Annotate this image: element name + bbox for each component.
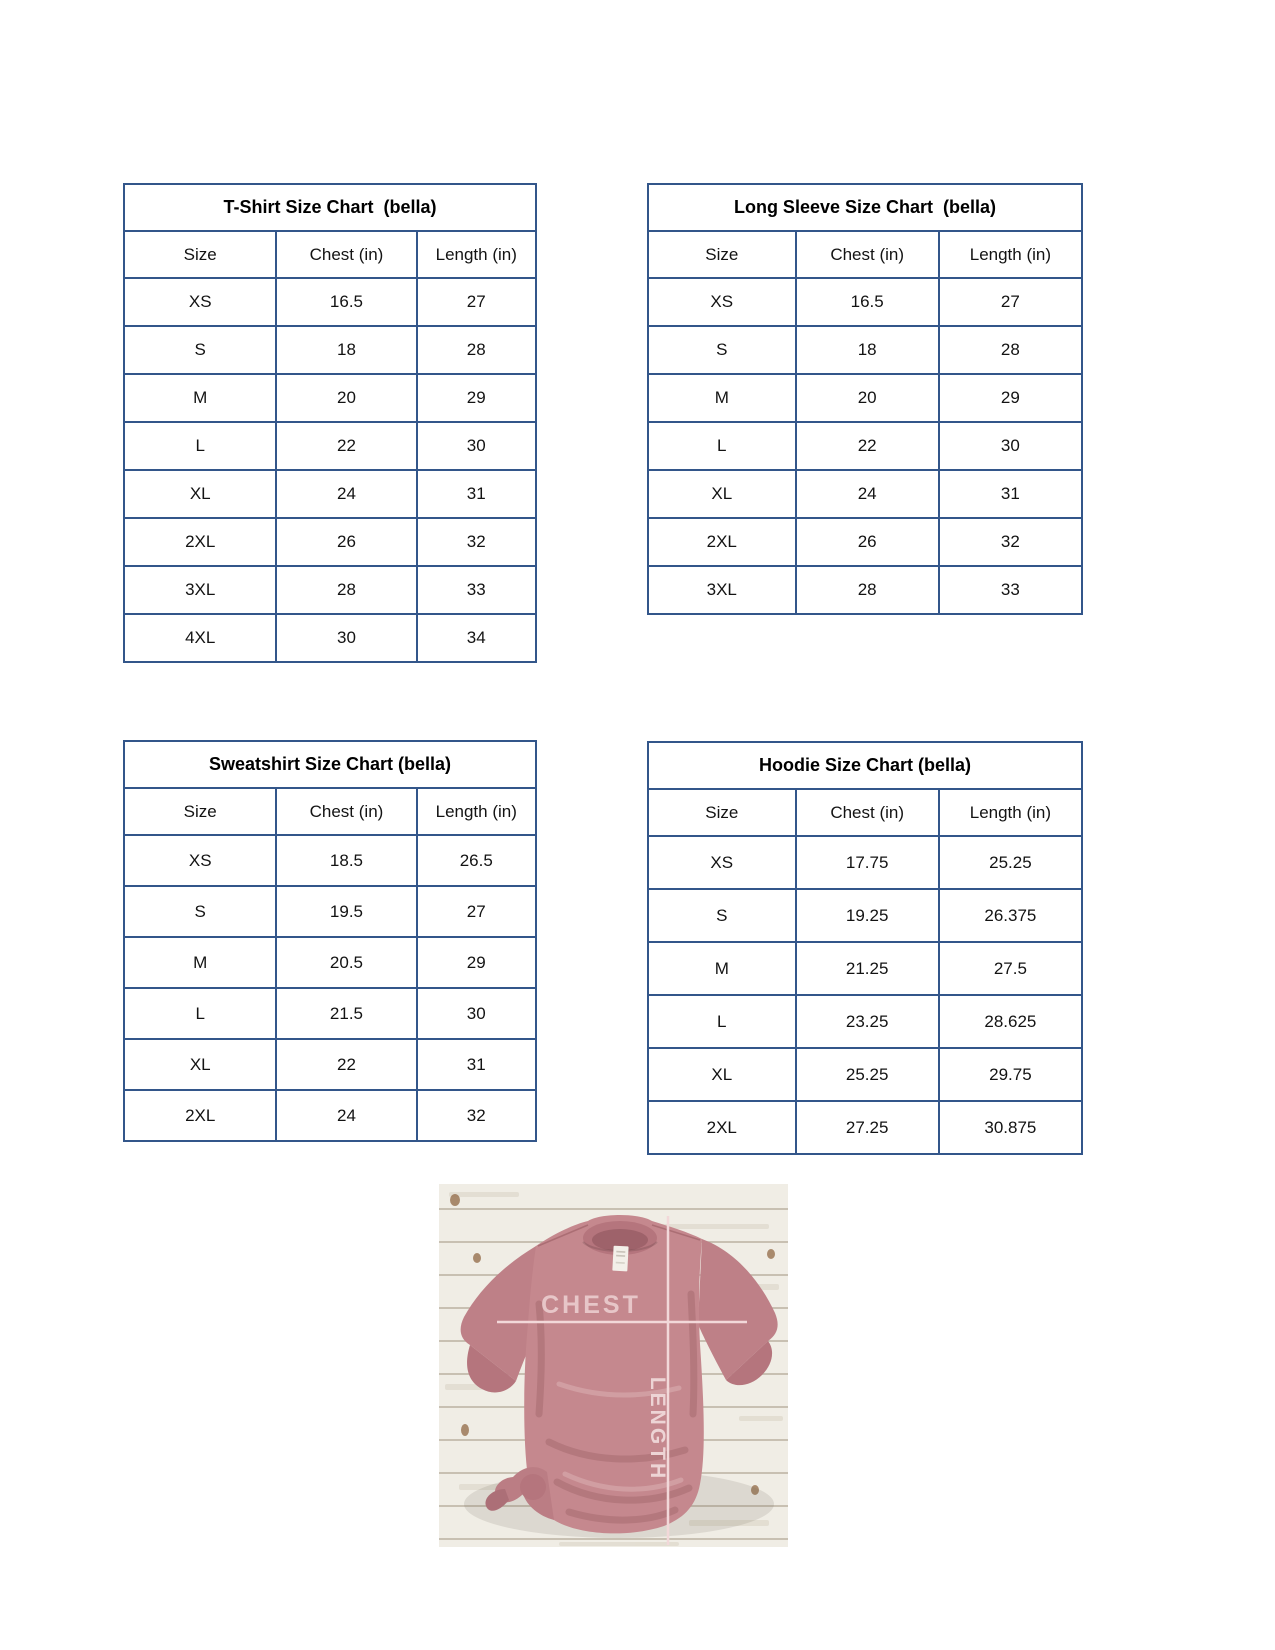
length-cell: 32	[417, 1090, 536, 1141]
tshirt-table-title: T-Shirt Size Chart (bella)	[124, 184, 536, 231]
length-cell: 31	[417, 1039, 536, 1090]
size-cell: 3XL	[648, 566, 796, 614]
chest-cell: 22	[276, 1039, 416, 1090]
size-cell: 2XL	[648, 1101, 796, 1154]
hoodie-row-xs	[648, 836, 1082, 889]
chest-cell: 25.25	[796, 1048, 939, 1101]
length-cell: 28	[417, 326, 536, 374]
chest-cell: 24	[276, 1090, 416, 1141]
column-header-size: Size	[648, 231, 796, 278]
size-cell: S	[648, 889, 796, 942]
length-cell: 31	[939, 470, 1082, 518]
tshirt-row-m	[124, 374, 536, 422]
column-header-chest: Chest (in)	[796, 789, 939, 836]
chest-cell: 19.25	[796, 889, 939, 942]
column-header-length: Length (in)	[417, 788, 536, 835]
length-cell: 29	[417, 937, 536, 988]
length-cell: 29	[417, 374, 536, 422]
length-cell: 28.625	[939, 995, 1082, 1048]
length-cell: 27	[939, 278, 1082, 326]
sweatshirt-row-l	[124, 988, 536, 1039]
tshirt-header-row	[124, 231, 536, 278]
chest-cell: 26	[796, 518, 939, 566]
column-header-size: Size	[124, 788, 276, 835]
chest-cell: 21.5	[276, 988, 416, 1039]
hoodie-size-table	[647, 741, 1083, 1155]
length-cell: 27	[417, 886, 536, 937]
neck-tag	[612, 1246, 628, 1272]
chest-cell: 20.5	[276, 937, 416, 988]
chest-cell: 27.25	[796, 1101, 939, 1154]
length-cell: 30	[417, 988, 536, 1039]
longsleeve-row-3xl	[648, 566, 1082, 614]
size-cell: L	[648, 422, 796, 470]
hoodie-row-l	[648, 995, 1082, 1048]
chest-cell: 18	[796, 326, 939, 374]
chest-cell: 20	[796, 374, 939, 422]
chest-cell: 22	[276, 422, 416, 470]
column-header-length: Length (in)	[417, 231, 536, 278]
tshirt-row-xs	[124, 278, 536, 326]
chest-cell: 28	[276, 566, 416, 614]
size-cell: 2XL	[124, 1090, 276, 1141]
longsleeve-row-l	[648, 422, 1082, 470]
length-cell: 30.875	[939, 1101, 1082, 1154]
length-cell: 33	[417, 566, 536, 614]
length-cell: 34	[417, 614, 536, 662]
size-cell: 2XL	[124, 518, 276, 566]
length-cell: 27	[417, 278, 536, 326]
size-cell: XS	[648, 278, 796, 326]
size-cell: 4XL	[124, 614, 276, 662]
length-label: LENGTH	[646, 1376, 669, 1482]
column-header-length: Length (in)	[939, 231, 1082, 278]
size-cell: XL	[648, 1048, 796, 1101]
length-cell: 30	[417, 422, 536, 470]
length-cell: 32	[417, 518, 536, 566]
column-header-size: Size	[124, 231, 276, 278]
size-cell: 3XL	[124, 566, 276, 614]
column-header-size: Size	[648, 789, 796, 836]
tshirt-row-4xl	[124, 614, 536, 662]
chest-cell: 20	[276, 374, 416, 422]
tshirt-row-xl	[124, 470, 536, 518]
length-cell: 29.75	[939, 1048, 1082, 1101]
longsleeve-size-table	[647, 183, 1083, 615]
size-cell: XS	[124, 835, 276, 886]
length-cell: 33	[939, 566, 1082, 614]
sweatshirt-row-xl	[124, 1039, 536, 1090]
length-cell: 25.25	[939, 836, 1082, 889]
length-cell: 28	[939, 326, 1082, 374]
chest-cell: 30	[276, 614, 416, 662]
size-cell: XS	[648, 836, 796, 889]
length-cell: 31	[417, 470, 536, 518]
length-cell: 30	[939, 422, 1082, 470]
size-cell: S	[124, 326, 276, 374]
chest-cell: 21.25	[796, 942, 939, 995]
hoodie-row-s	[648, 889, 1082, 942]
shirt-measurement-illustration	[439, 1184, 788, 1547]
length-cell: 29	[939, 374, 1082, 422]
size-cell: S	[124, 886, 276, 937]
sweatshirt-size-table	[123, 740, 537, 1142]
size-cell: XL	[124, 1039, 276, 1090]
chest-cell: 17.75	[796, 836, 939, 889]
chest-label: CHEST	[541, 1291, 641, 1319]
sweatshirt-row-s	[124, 886, 536, 937]
chest-cell: 18	[276, 326, 416, 374]
size-cell: 2XL	[648, 518, 796, 566]
column-header-chest: Chest (in)	[276, 788, 416, 835]
chest-cell: 16.5	[276, 278, 416, 326]
longsleeve-row-xl	[648, 470, 1082, 518]
sweatshirt-row-2xl	[124, 1090, 536, 1141]
chest-cell: 26	[276, 518, 416, 566]
size-cell: L	[124, 988, 276, 1039]
sweatshirt-row-xs	[124, 835, 536, 886]
length-cell: 26.375	[939, 889, 1082, 942]
tshirt-row-s	[124, 326, 536, 374]
sweatshirt-row-m	[124, 937, 536, 988]
chest-cell: 23.25	[796, 995, 939, 1048]
size-cell: M	[124, 937, 276, 988]
tshirt-row-l	[124, 422, 536, 470]
hoodie-row-2xl	[648, 1101, 1082, 1154]
size-cell: XL	[648, 470, 796, 518]
size-cell: M	[648, 374, 796, 422]
chest-cell: 24	[796, 470, 939, 518]
chest-cell: 22	[796, 422, 939, 470]
tshirt-size-table	[123, 183, 537, 663]
column-header-chest: Chest (in)	[276, 231, 416, 278]
size-cell: XL	[124, 470, 276, 518]
length-cell: 27.5	[939, 942, 1082, 995]
chest-cell: 19.5	[276, 886, 416, 937]
longsleeve-row-m	[648, 374, 1082, 422]
sweatshirt-header-row	[124, 788, 536, 835]
column-header-chest: Chest (in)	[796, 231, 939, 278]
hoodie-header-row	[648, 789, 1082, 836]
length-cell: 26.5	[417, 835, 536, 886]
chest-cell: 24	[276, 470, 416, 518]
chest-cell: 28	[796, 566, 939, 614]
chest-cell: 16.5	[796, 278, 939, 326]
longsleeve-row-2xl	[648, 518, 1082, 566]
size-cell: M	[648, 942, 796, 995]
longsleeve-row-s	[648, 326, 1082, 374]
longsleeve-row-xs	[648, 278, 1082, 326]
hoodie-row-m	[648, 942, 1082, 995]
column-header-length: Length (in)	[939, 789, 1082, 836]
sweatshirt-table-title: Sweatshirt Size Chart (bella)	[124, 741, 536, 788]
tshirt-row-2xl	[124, 518, 536, 566]
hoodie-row-xl	[648, 1048, 1082, 1101]
longsleeve-header-row	[648, 231, 1082, 278]
size-cell: L	[648, 995, 796, 1048]
size-cell: M	[124, 374, 276, 422]
hoodie-table-title: Hoodie Size Chart (bella)	[648, 742, 1082, 789]
shirt-measurement-photo	[439, 1184, 788, 1547]
size-cell: L	[124, 422, 276, 470]
longsleeve-table-title: Long Sleeve Size Chart (bella)	[648, 184, 1082, 231]
tshirt-row-3xl	[124, 566, 536, 614]
length-cell: 32	[939, 518, 1082, 566]
size-cell: XS	[124, 278, 276, 326]
chest-cell: 18.5	[276, 835, 416, 886]
size-cell: S	[648, 326, 796, 374]
